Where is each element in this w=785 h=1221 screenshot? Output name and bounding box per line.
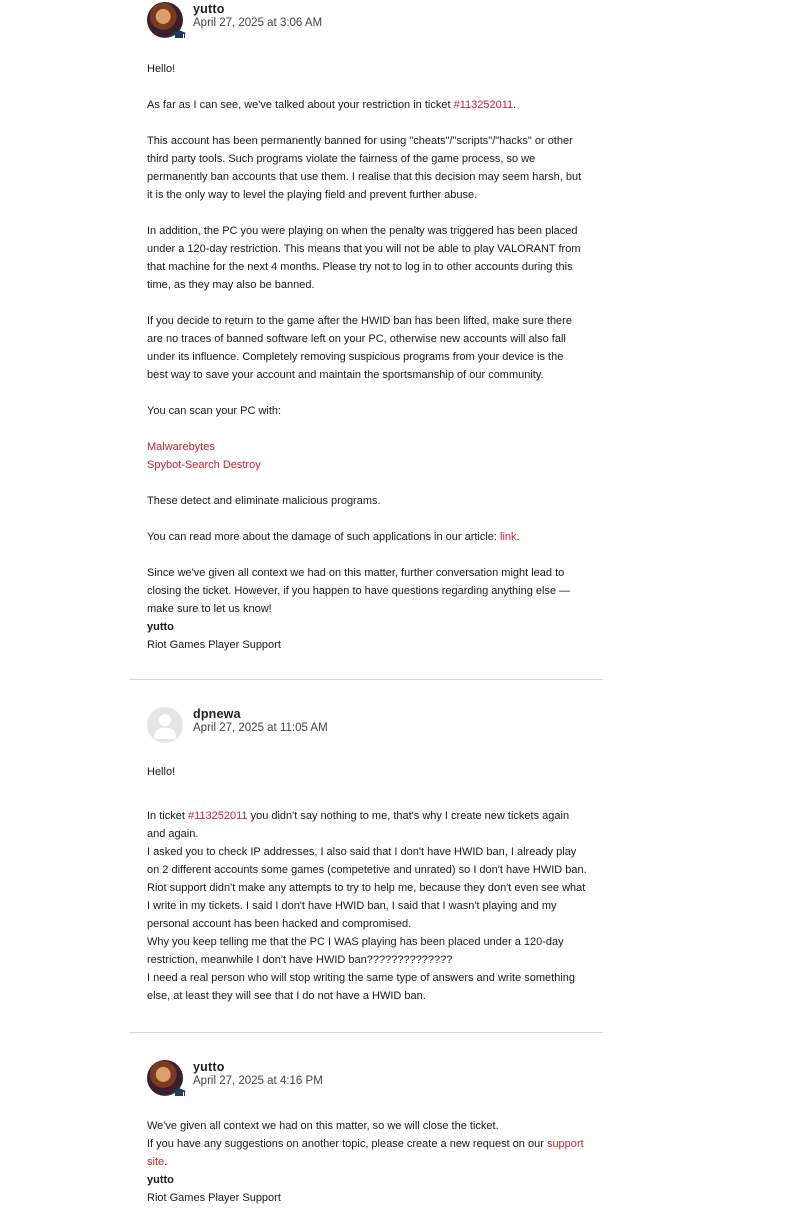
default-avatar-body bbox=[154, 728, 176, 739]
ticket-link[interactable]: #113252011 bbox=[187, 810, 248, 822]
paragraph: If you have any suggestions on another topic, please create a new request on our support site. bbox=[147, 1138, 584, 1168]
comment-author[interactable]: yutto bbox=[193, 2, 225, 16]
ticket-link[interactable]: #113252011 bbox=[453, 99, 514, 111]
paragraph: In ticket #113252011 you didn't say nothing to me, that's why I create new tickets again and again. bbox=[147, 810, 570, 840]
paragraph: These detect and eliminate malicious programs. bbox=[147, 495, 381, 507]
greeting: Hello! bbox=[147, 766, 176, 778]
signature-title: Riot Games Player Support bbox=[147, 1192, 281, 1204]
comment-author[interactable]: dpnewa bbox=[193, 707, 241, 721]
agent-badge-icon bbox=[172, 1088, 186, 1098]
divider bbox=[129, 1032, 603, 1033]
paragraph: You can scan your PC with: bbox=[147, 405, 282, 417]
paragraph: If you decide to return to the game after the HWID ban has been lifted, make sure there are no traces of banned software left on your PC, otherwise new accounts will also fall under its influence. Completely removing suspicious programs from your device is the best way to save your account and maintain the sportsmanship of our community. bbox=[147, 315, 572, 381]
divider bbox=[129, 679, 603, 680]
paragraph: I need a real person who will stop writing the same type of answers and write something else, at least they will see that I do not have a HWID ban. bbox=[147, 972, 575, 1002]
paragraph: Since we've given all context we had on this matter, further conversation might lead to closing the ticket. However, if you happen to have questions regarding anything else — make sure to let us know! bbox=[147, 567, 571, 615]
comment-agent-2 bbox=[147, 1060, 587, 1207]
paragraph: This account has been permanently banned for using "cheats"/"scripts"/"hacks" or other third party tools. Such programs violate the fairness of the game process, so we permanently ban accounts that use them. I realise that this decision may seem harsh, but it is the only way to level the playing field and prevent further abuse. bbox=[147, 135, 582, 201]
signature-title: Riot Games Player Support bbox=[147, 639, 281, 651]
comment-author[interactable]: yutto bbox=[193, 1060, 225, 1074]
greeting: Hello! bbox=[147, 63, 176, 75]
avatar[interactable] bbox=[147, 1060, 183, 1096]
avatar[interactable] bbox=[147, 2, 183, 38]
comment-header bbox=[147, 1060, 587, 1098]
paragraph: Why you keep telling me that the PC I WAS playing has been placed under a 120-day restriction, meanwhile I don't have HWID ban?????????????? bbox=[147, 936, 564, 966]
comment-body bbox=[147, 763, 587, 1005]
article-link[interactable]: link bbox=[500, 531, 517, 543]
paragraph: In addition, the PC you were playing on when the penalty was triggered has been placed under a 120-day restriction. This means that you will not be able to play VALORANT from that machine for the next 4 months. Please try not to log in to other accounts during this time, as they may also be banned. bbox=[147, 225, 581, 291]
paragraph: Riot support didn't make any attempts to try to help me, because they don't even see what I write in my tickets. I said I don't have HWID ban, I said that I wasn't playing and my personal account has been hacked and compromised. bbox=[147, 882, 586, 930]
spybot-link[interactable]: Spybot-Search Destroy bbox=[147, 459, 261, 471]
malwarebytes-link[interactable]: Malwarebytes bbox=[147, 441, 215, 453]
comment-date: April 27, 2025 at 11:05 AM bbox=[193, 722, 328, 734]
paragraph: As far as I can see, we've talked about your restriction in ticket #113252011. bbox=[147, 99, 517, 111]
paragraph: I asked you to check IP addresses, I also said that I don't have HWID ban, I already play on 2 different accounts some games (competetive and unrated) so I don't have HWID ban. bbox=[147, 846, 587, 876]
paragraph: You can read more about the damage of such applications in our article: link. bbox=[147, 531, 520, 543]
comment-header bbox=[147, 707, 587, 745]
agent-badge-icon bbox=[172, 30, 186, 40]
support-site-link[interactable]: support site bbox=[147, 1138, 584, 1168]
signature-name: yutto bbox=[147, 1174, 174, 1186]
comment-user bbox=[147, 707, 587, 1005]
comment-header bbox=[147, 2, 587, 40]
signature-name: yutto bbox=[147, 621, 174, 633]
default-avatar-head bbox=[159, 714, 171, 726]
paragraph: We've given all context we had on this matter, so we will close the ticket. bbox=[147, 1120, 499, 1132]
comment-body bbox=[147, 60, 587, 654]
comment-date: April 27, 2025 at 3:06 AM bbox=[193, 17, 323, 29]
comment-date: April 27, 2025 at 4:16 PM bbox=[193, 1075, 323, 1087]
comment-agent-1 bbox=[147, 2, 587, 654]
comment-body bbox=[147, 1117, 587, 1207]
avatar[interactable] bbox=[147, 707, 183, 743]
